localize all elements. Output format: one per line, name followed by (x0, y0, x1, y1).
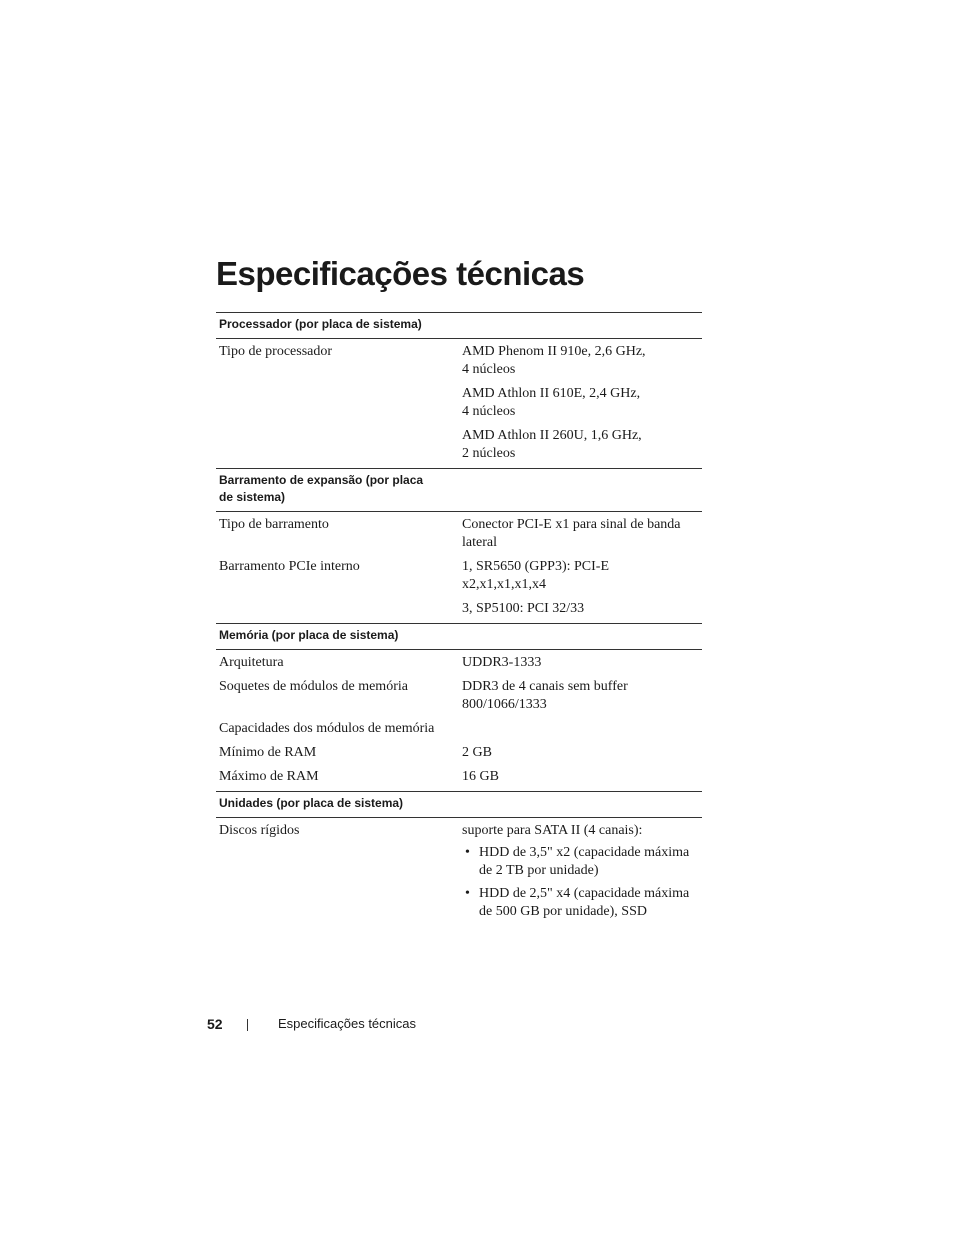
bullet-list (462, 844, 696, 921)
spec-value: UDDR3-1333 (462, 655, 542, 670)
spec-value: Conector PCI-E x1 para sinal de banda lateral (462, 517, 681, 550)
spec-values (459, 822, 702, 921)
page-title: Especificações técnicas (216, 255, 585, 292)
section-processor (216, 312, 702, 468)
spec-values (459, 558, 702, 618)
spec-row (216, 516, 702, 552)
value-line: 2 núcleos (462, 446, 516, 461)
spec-label: Discos rígidos (219, 823, 300, 838)
value-line: AMD Athlon II 610E, 2,4 GHz, (462, 386, 641, 401)
bullet-item (462, 885, 696, 921)
spec-label: Arquitetura (219, 655, 284, 670)
spec-values (459, 720, 702, 738)
spec-value: 3, SP5100: PCI 32/33 (462, 601, 585, 616)
section-header-text: Memória (por placa de sistema) (219, 628, 399, 642)
spec-table (216, 312, 702, 926)
spec-values (459, 744, 702, 762)
section-header (216, 623, 702, 650)
spec-value: 2 GB (462, 745, 492, 760)
section-drives (216, 791, 702, 926)
section-expansion-bus (216, 468, 702, 623)
bullet-text: HDD de 2,5" x4 (capacidade máxima de 500 GB por unidade), SSD (479, 886, 690, 919)
footer-title: Especificações técnicas (278, 1016, 417, 1031)
spec-values (459, 343, 702, 463)
section-memory (216, 623, 702, 791)
spec-label: Capacidades dos módulos de memória (219, 721, 435, 736)
spec-row (216, 720, 702, 738)
value-line: AMD Athlon II 260U, 1,6 GHz, (462, 428, 642, 443)
spec-row (216, 744, 702, 762)
section-header (216, 312, 702, 339)
value-line: 1, SR5650 (GPP3): PCI-E (462, 559, 610, 574)
bullet-icon: • (465, 886, 470, 901)
spec-values (459, 516, 702, 552)
spec-label: Tipo de processador (219, 344, 333, 359)
value-line: 800/1066/1333 (462, 697, 547, 712)
value-line: 4 núcleos (462, 404, 516, 419)
spec-value (462, 558, 696, 594)
bullet-item (462, 844, 696, 880)
section-header-text: Unidades (por placa de sistema) (219, 796, 404, 810)
value-line: x2,x1,x1,x1,x4 (462, 577, 546, 592)
spec-label: Mínimo de RAM (219, 745, 317, 760)
bullet-text: HDD de 3,5" x2 (capacidade máxima de 2 TB por unidade) (479, 845, 690, 878)
spec-values (459, 768, 702, 786)
spec-value: 16 GB (462, 769, 499, 784)
spec-value (462, 385, 696, 421)
page-number: 52 (207, 1016, 223, 1032)
spec-label: Barramento PCIe interno (219, 559, 360, 574)
spec-row (216, 822, 702, 921)
value-line: AMD Phenom II 910e, 2,6 GHz, (462, 344, 646, 359)
spec-value (462, 427, 696, 463)
spec-label: Máximo de RAM (219, 769, 319, 784)
spec-row (216, 768, 702, 786)
section-header (216, 468, 702, 512)
spec-row (216, 654, 702, 672)
section-header-text: Processador (por placa de sistema) (219, 317, 422, 331)
section-header (216, 791, 702, 818)
spec-row (216, 558, 702, 618)
value-line: DDR3 de 4 canais sem buffer (462, 679, 628, 694)
spec-value: suporte para SATA II (4 canais): (462, 823, 643, 838)
section-header-text: Barramento de expansão (por placa de sistema) (219, 473, 424, 504)
spec-row (216, 678, 702, 714)
spec-values (459, 654, 702, 672)
value-line: 4 núcleos (462, 362, 516, 377)
bullet-icon: • (465, 845, 470, 860)
footer-divider (247, 1019, 248, 1031)
spec-values (459, 678, 702, 714)
spec-label: Tipo de barramento (219, 517, 329, 532)
spec-label: Soquetes de módulos de memória (219, 679, 408, 694)
spec-value (462, 678, 696, 714)
spec-row (216, 343, 702, 463)
spec-value (462, 343, 696, 379)
